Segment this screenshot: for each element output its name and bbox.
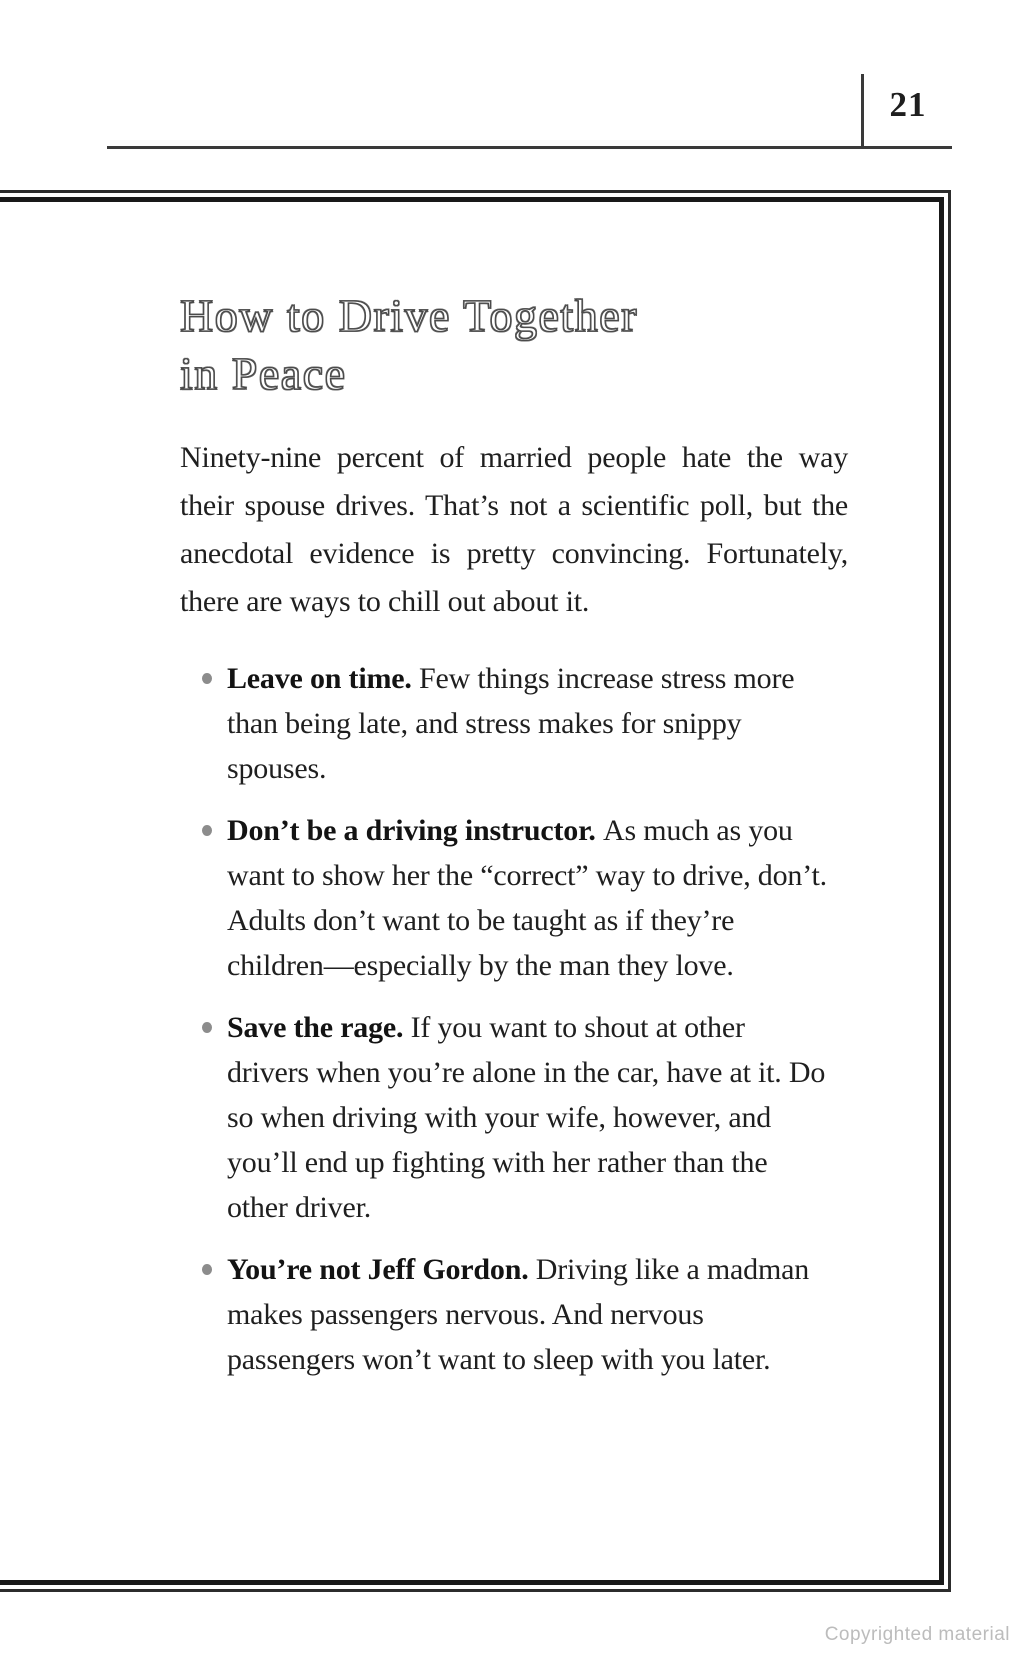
tip-text: As much as you want to show her the “correct” way to drive, don’t. Adults don’t want to be taught as if they’re children—especially by the man they love. — [227, 813, 827, 982]
bullet-icon — [202, 673, 212, 684]
chapter-title-line-1: How to Drive Together — [180, 289, 638, 341]
list-item — [180, 1005, 830, 1230]
page-number: 21 — [889, 85, 927, 124]
bullet-icon — [202, 1022, 212, 1033]
bullet-icon — [202, 825, 212, 836]
list-item — [180, 808, 830, 988]
tip-text: If you want to shout at other drivers when you’re alone in the car, have at it. Do so when driving with your wife, however, and you’ll end up fighting with her rather than the other driver. — [227, 1010, 826, 1224]
tip-list — [180, 656, 830, 1382]
tip-text: Driving like a madman makes passengers nervous. And nervous passengers won’t want to sleep with you later. — [227, 1252, 810, 1376]
bullet-icon — [202, 1264, 212, 1275]
page-body — [0, 202, 939, 1580]
intro-paragraph: Ninety-nine percent of married people hate the way their spouse drives. That’s not a scientific poll, but the anecdotal evidence is pretty convincing. Fortunately, there are ways to chill out about it. — [180, 440, 848, 618]
tip-lead: You’re not Jeff Gordon. — [227, 1252, 536, 1286]
list-item — [180, 1247, 830, 1382]
tip-lead: Don’t be a driving instructor. — [227, 813, 604, 847]
chapter-title-line-2: in Peace — [180, 347, 347, 399]
tip-lead: Leave on time. — [227, 661, 419, 695]
page-frame-outer-rule — [0, 190, 951, 1592]
list-item — [180, 656, 830, 791]
copyright-watermark: Copyrighted material — [824, 1624, 1010, 1645]
tip-lead: Save the rage. — [227, 1010, 411, 1044]
running-head-rule — [107, 146, 952, 149]
chapter-title — [180, 287, 899, 403]
page-frame-inner-rule — [0, 197, 944, 1585]
tip-text: Few things increase stress more than being late, and stress makes for snippy spouses. — [227, 661, 795, 785]
